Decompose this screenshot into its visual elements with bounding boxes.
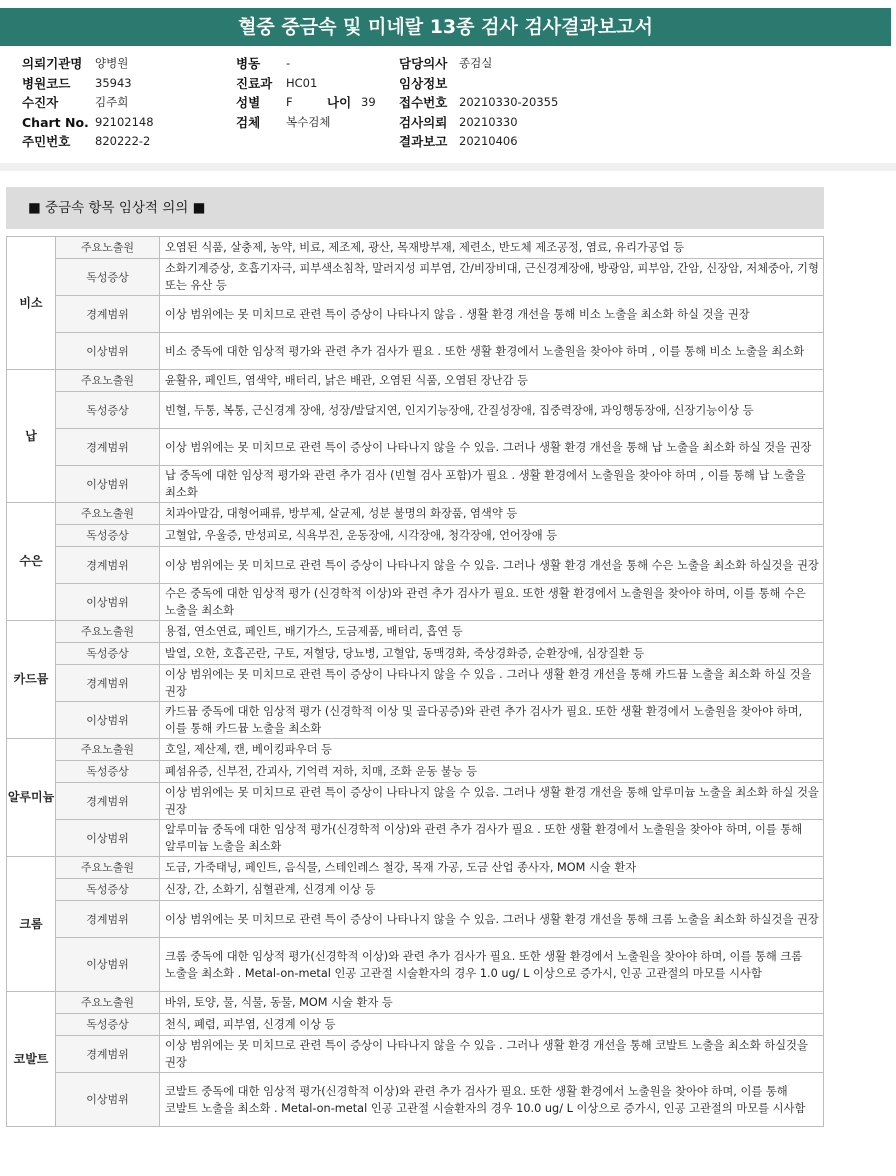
category-description: 이상 범위에는 못 미치므로 관련 특이 증상이 나타나지 않을 수 있음. 그러나 생활 환경 개선을 통해 납 노출을 최소화 하실 것을 권장 [160, 429, 824, 466]
category-label: 독성증상 [56, 643, 160, 665]
category-label: 경계범위 [56, 901, 160, 938]
info-label: 수진자 [22, 95, 59, 110]
category-label: 주요노출원 [56, 621, 160, 643]
info-row-3 [22, 93, 882, 113]
table-row [7, 429, 824, 466]
category-label: 주요노출원 [56, 857, 160, 879]
category-description: 크롬 중독에 대한 임상적 평가(신경학적 이상)와 관련 추가 검사가 필요. 또한 생활 환경에서 노출원을 찾아야 하며, 이를 통해 크롬 노출을 최소화 . Metal-on-metal 인공 고관절 시술환자의 경우 1.0 ug/ L 이상으로 증가시, 인공 고관절의 마모를 시사함 [160, 938, 824, 992]
metal-name: 코발트 [7, 992, 56, 1127]
report-title: 혈중 중금속 및 미네랄 13종 검사 검사결과보고서 [0, 8, 891, 46]
category-label: 독성증상 [56, 259, 160, 296]
info-row-1 [22, 54, 882, 74]
category-description: 신장, 간, 소화기, 심혈관계, 신경계 이상 등 [160, 879, 824, 901]
age-value: 39 [361, 95, 376, 109]
category-description: 수은 중독에 대한 임상적 평가 (신경학적 이상)와 관련 추가 검사가 필요. 또한 생활 환경에서 노출원을 찾아야 하며, 이를 통해 수은 노출을 최소화 [160, 584, 824, 621]
category-label: 주요노출원 [56, 503, 160, 525]
info-label: 병원코드 [22, 75, 71, 91]
category-description: 치과아말감, 대형어패류, 방부제, 살균제, 성분 불명의 화장품, 염색약 등 [160, 503, 824, 525]
category-description: 이상 범위에는 못 미치므로 관련 특이 증상이 나타나지 않을 수 있음. 그러나 생활 환경 개선을 통해 알루미늄 노출을 최소화 하실 것을 권장 [160, 783, 824, 820]
info-value: HC01 [286, 75, 318, 90]
category-label: 주요노출원 [56, 237, 160, 259]
table-row [7, 783, 824, 820]
category-description: 용접, 연소연료, 페인트, 배기가스, 도금제품, 배터리, 흡연 등 [160, 621, 824, 643]
category-description: 비소 중독에 대한 임상적 평가와 관련 추가 검사가 필요 . 또한 생활 환경에서 노출원을 찾아야 하며 , 이를 통해 비소 노출을 최소화 [160, 333, 824, 370]
info-label: 담당의사 [399, 56, 448, 71]
info-value: 종검실 [459, 56, 493, 70]
metal-name: 알루미늄 [7, 739, 56, 857]
category-description: 윤활유, 페인트, 염색약, 배터리, 낡은 배관, 오염된 식품, 오염된 장난감 등 [160, 370, 824, 392]
category-label: 경계범위 [56, 783, 160, 820]
category-description: 알루미늄 중독에 대한 임상적 평가(신경학적 이상)와 관련 추가 검사가 필요 . 또한 생활 환경에서 노출원을 찾아야 하며, 이를 통해 알루미늄 노출을 최소화 [160, 820, 824, 857]
table-row [7, 547, 824, 584]
category-label: 이상범위 [56, 333, 160, 370]
table-row [7, 584, 824, 621]
category-description: 이상 범위에는 못 미치므로 관련 특이 증상이 나타나지 않을 수 있음. 그러나 생활 환경 개선을 통해 수은 노출을 최소화 하실것을 권장 [160, 547, 824, 584]
info-value: F [286, 95, 293, 109]
table-row [7, 1073, 824, 1127]
category-description: 천식, 폐렴, 피부염, 신경계 이상 등 [160, 1014, 824, 1036]
info-label: 병동 [236, 56, 261, 71]
info-label: 성별 [236, 95, 261, 110]
category-description: 납 중독에 대한 임상적 평가와 관련 추가 검사 (빈혈 검사 포함)가 필요 . 생활 환경에서 노출원을 찾아야 하며 , 이를 통해 납 노출을 최소화 [160, 466, 824, 503]
category-description: 폐섬유증, 신부전, 간괴사, 기억력 저하, 치매, 조화 운동 불능 등 [160, 761, 824, 783]
category-description: 코발트 중독에 대한 임상적 평가(신경학적 이상)와 관련 추가 검사가 필요. 또한 생활 환경에서 노출원을 찾아야 하며, 이를 통해 코발트 노출을 최소화 . Metal-on-metal 인공 고관절 시술환자의 경우 10.0 ug/ L 이상으로 증가시, 인공 고관절의 마모를 시사함 [160, 1073, 824, 1127]
category-label: 독성증상 [56, 879, 160, 901]
table-row [7, 503, 824, 525]
info-label: 접수번호 [399, 95, 448, 110]
category-label: 독성증상 [56, 761, 160, 783]
info-label: 주민번호 [22, 134, 71, 149]
category-description: 소화기계증상, 호흡기자극, 피부색소침착, 말러지성 피부염, 간/비장비대, 근신경계장애, 방광암, 피부암, 간암, 신장암, 저체중아, 기형 또는 유산 등 [160, 259, 824, 296]
info-value: - [286, 56, 291, 70]
age-label: 나이 [327, 95, 352, 110]
info-label: 결과보고 [399, 134, 448, 149]
category-label: 주요노출원 [56, 992, 160, 1014]
metal-name: 수은 [7, 503, 56, 621]
info-row-5 [22, 132, 882, 152]
table-row [7, 392, 824, 429]
table-row [7, 702, 824, 739]
info-value: 20210406 [459, 134, 518, 148]
category-label: 이상범위 [56, 584, 160, 621]
table-row [7, 525, 824, 547]
category-label: 이상범위 [56, 938, 160, 992]
category-label: 독성증상 [56, 1014, 160, 1036]
category-description: 바위, 토양, 물, 식물, 동물, MOM 시술 환자 등 [160, 992, 824, 1014]
info-label: Chart No. [22, 114, 89, 130]
info-row-4 [22, 113, 882, 133]
category-label: 경계범위 [56, 296, 160, 333]
category-label: 경계범위 [56, 429, 160, 466]
category-label: 이상범위 [56, 466, 160, 503]
table-row [7, 333, 824, 370]
metals-table [6, 236, 824, 1127]
table-row [7, 857, 824, 879]
category-description: 이상 범위에는 못 미치므로 관련 특이 증상이 나타나지 않을 수 있음. 그러나 생활 환경 개선을 통해 크롬 노출을 최소화 하실것을 권장 [160, 901, 824, 938]
table-row [7, 938, 824, 992]
metal-name: 카드뮴 [7, 621, 56, 739]
category-label: 독성증상 [56, 525, 160, 547]
info-value: 35943 [95, 75, 132, 90]
table-row [7, 1036, 824, 1073]
info-label: 검체 [236, 114, 261, 130]
category-label: 이상범위 [56, 820, 160, 857]
metals-table-body [7, 237, 824, 1127]
category-label: 경계범위 [56, 665, 160, 702]
info-label: 진료과 [236, 75, 273, 91]
metal-name: 비소 [7, 237, 56, 370]
table-row [7, 992, 824, 1014]
info-label: 검사의뢰 [399, 114, 448, 130]
info-value: 20210330-20355 [459, 95, 559, 109]
section-header: ■ 중금속 항목 임상적 의의 ■ [6, 187, 824, 229]
category-label: 경계범위 [56, 547, 160, 584]
category-label: 주요노출원 [56, 370, 160, 392]
category-description: 도금, 가죽태닝, 페인트, 음식물, 스테인레스 철강, 목재 가공, 도금 산업 종사자, MOM 시술 환자 [160, 857, 824, 879]
table-row [7, 879, 824, 901]
category-description: 빈혈, 두통, 복통, 근신경계 장애, 성장/발달지연, 인지기능장애, 간질성장애, 집중력장애, 과잉행동장애, 신장기능이상 등 [160, 392, 824, 429]
category-label: 이상범위 [56, 1073, 160, 1127]
category-description: 오염된 식품, 살충제, 농약, 비료, 제조제, 광산, 목재방부재, 제련소, 반도체 제조공정, 염료, 유리가공업 등 [160, 237, 824, 259]
info-label: 의뢰기관명 [22, 56, 83, 71]
category-description: 이상 범위에는 못 미치므로 관련 특이 증상이 나타나지 않음 . 생활 환경 개선을 통해 비소 노출을 최소화 하실 것을 권장 [160, 296, 824, 333]
table-row [7, 370, 824, 392]
info-value: 92102148 [95, 114, 154, 129]
table-row [7, 259, 824, 296]
info-value: 김주희 [95, 95, 129, 109]
table-row [7, 237, 824, 259]
table-row [7, 466, 824, 503]
category-description: 고혈압, 우울증, 만성피로, 식욕부진, 운동장애, 시각장애, 청각장애, 언어장애 등 [160, 525, 824, 547]
table-row [7, 665, 824, 702]
table-row [7, 643, 824, 665]
category-description: 이상 범위에는 못 미치므로 관련 특이 증상이 나타나지 않을 수 있음 . 그러나 생활 환경 개선을 통해 코발트 노출을 최소화 하실것을 권장 [160, 1036, 824, 1073]
info-row-2 [22, 74, 882, 94]
table-row [7, 621, 824, 643]
category-label: 주요노출원 [56, 739, 160, 761]
patient-info [22, 54, 882, 152]
table-row [7, 739, 824, 761]
table-row [7, 901, 824, 938]
table-row [7, 1014, 824, 1036]
info-value: 20210330 [459, 114, 518, 129]
metal-name: 크롬 [7, 857, 56, 992]
category-description: 호일, 제산제, 캔, 베이킹파우더 등 [160, 739, 824, 761]
category-description: 발열, 오한, 호흡곤란, 구토, 저혈당, 당뇨병, 고혈압, 동맥경화, 죽상경화증, 순환장애, 심장질환 등 [160, 643, 824, 665]
table-row [7, 820, 824, 857]
table-row [7, 761, 824, 783]
category-description: 이상 범위에는 못 미치므로 관련 특이 증상이 나타나지 않을 수 있음 . 그러나 생활 환경 개선을 통해 카드뮴 노출을 최소화 하실 것을 권장 [160, 665, 824, 702]
metal-name: 납 [7, 370, 56, 503]
category-label: 경계범위 [56, 1036, 160, 1073]
category-label: 독성증상 [56, 392, 160, 429]
table-row [7, 296, 824, 333]
section-divider [0, 163, 896, 171]
category-label: 이상범위 [56, 702, 160, 739]
info-label: 임상정보 [399, 75, 448, 91]
info-value: 820222-2 [95, 134, 151, 148]
info-value: 양병원 [95, 56, 129, 70]
info-value: 복수검체 [286, 114, 331, 129]
category-description: 카드뮴 중독에 대한 임상적 평가 (신경학적 이상 및 골다공증)와 관련 추가 검사가 필요. 또한 생활 환경에서 노출원을 찾아야 하며, 이를 통해 카드뮴 노출을 최소화 [160, 702, 824, 739]
